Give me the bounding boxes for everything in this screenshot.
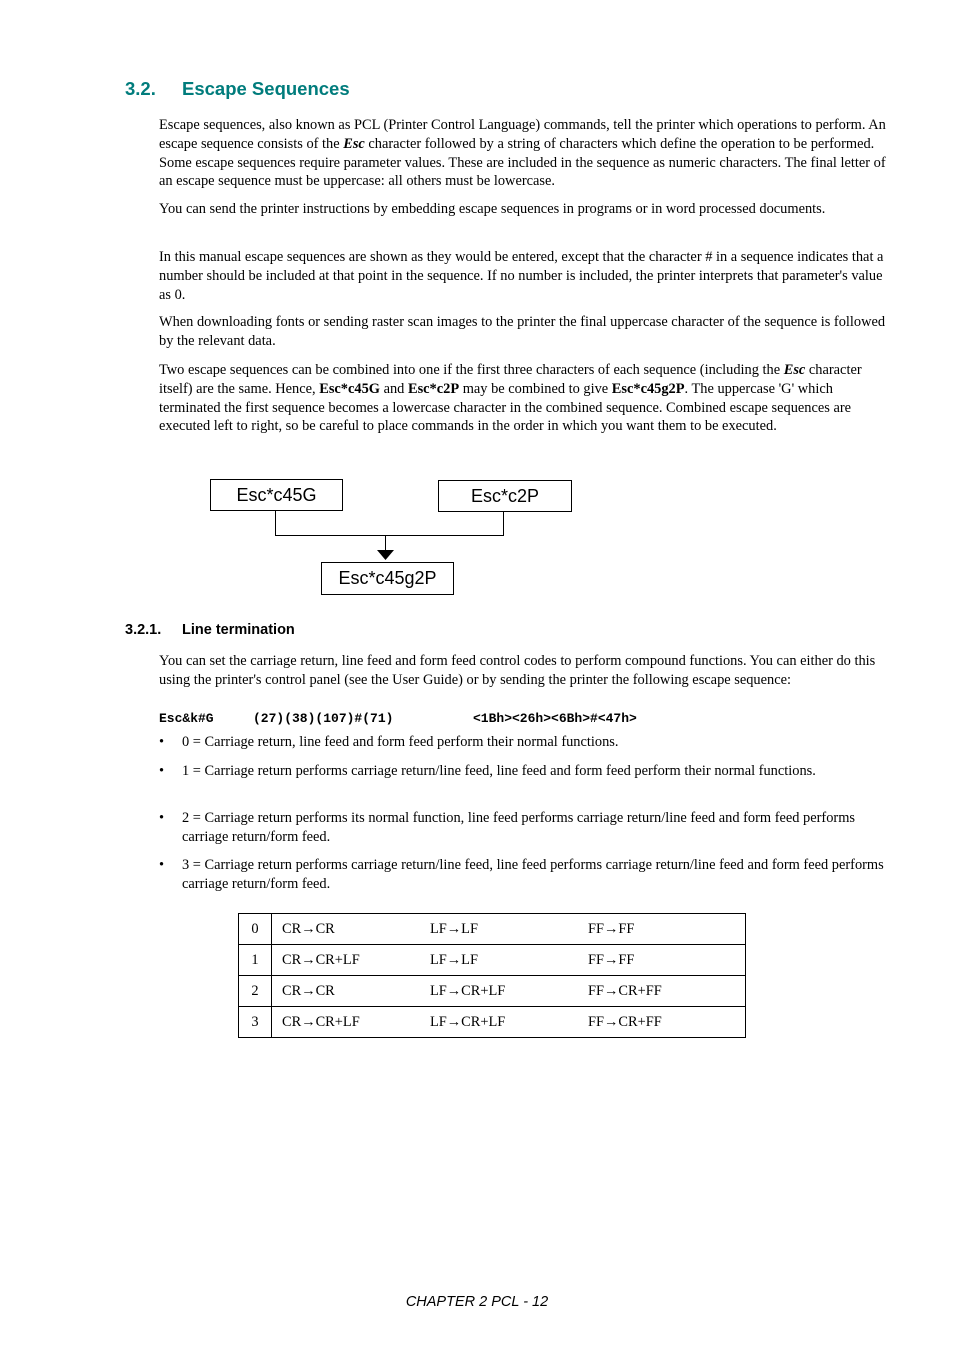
diagram-box-esc-c2p: Esc*c2P	[438, 480, 572, 512]
list-item-text: 2 = Carriage return performs its normal function, line feed performs carriage return/line feed and form feed performs carriage return/form feed.	[182, 810, 856, 845]
sequence-example-2: Esc*c2P	[407, 380, 460, 397]
bullet-icon: •	[159, 763, 165, 779]
diagram-connector	[0, 0, 954, 620]
table-row	[239, 976, 746, 1007]
table-cell-mode: 2	[239, 976, 272, 1007]
table-cell-ff: FF→FF	[588, 951, 635, 968]
subsection-heading	[125, 622, 295, 638]
connector-line	[276, 511, 504, 536]
diagram-box-esc-c45g2p: Esc*c45g2P	[321, 562, 454, 595]
table-cell-ff: FF→FF	[588, 920, 635, 937]
text-run: may be combined to give	[459, 380, 612, 397]
table-cell-cr: CR→CR+LF	[282, 1013, 360, 1030]
table-cell-lf: LF→LF	[430, 920, 478, 937]
table-row	[239, 914, 746, 945]
text-run: character itself) are the same. Hence,	[159, 362, 862, 397]
intro-paragraph-2: You can send the printer instructions by embedding escape sequences in programs or in word processed documents.	[159, 201, 826, 217]
table-cell-lf: LF→CR+LF	[430, 982, 506, 999]
diagram-box-esc-c45g: Esc*c45G	[210, 479, 343, 511]
page-footer: CHAPTER 2 PCL - 12	[405, 1294, 549, 1310]
list-item-text: 3 = Carriage return performs carriage return/line feed, line feed performs carriage return/line feed and form feed performs carriage return/form feed.	[182, 857, 884, 892]
table-cell-ff: FF→CR+FF	[588, 982, 662, 999]
line-termination-table	[238, 913, 746, 1038]
list-item-text: 1 = Carriage return performs carriage return/line feed, line feed and form feed perform their normal functions.	[182, 763, 816, 779]
intro-paragraph-4: When downloading fonts or sending raster scan images to the printer the final uppercase character of the sequence is followed by the relevant data.	[159, 314, 886, 349]
table-cell-cr: CR→CR	[282, 920, 335, 937]
text-run: Escape sequences, also known as PCL (Printer Control Language) commands, tell the printer which operations to perform. An escape sequence consists of the	[159, 117, 886, 152]
table-row	[239, 945, 746, 976]
sequence-combined: Esc*c45g2P	[611, 380, 685, 397]
code-hex: <1Bh><26h><6Bh>#<47h>	[473, 711, 637, 726]
text-run: Two escape sequences can be combined into one if the first three characters of each sequence (including the	[159, 362, 784, 378]
table-cell-mode: 0	[239, 914, 272, 945]
table-cell-cr: CR→CR+LF	[282, 951, 360, 968]
bullet-icon: •	[159, 857, 165, 873]
table-row	[239, 1007, 746, 1038]
table-cell-lf: LF→CR+LF	[430, 1013, 506, 1030]
table-cell-cr: CR→CR	[282, 982, 335, 999]
list-item-text: 0 = Carriage return, line feed and form feed perform their normal functions.	[182, 734, 619, 750]
section-number: 3.2.	[125, 78, 156, 99]
section-title: Escape Sequences	[182, 78, 350, 99]
esc-keyword: Esc	[783, 362, 806, 378]
table-cell-lf: LF→LF	[430, 951, 478, 968]
arrow-down-icon	[377, 550, 394, 560]
bullet-icon: •	[159, 810, 165, 826]
code-decimal: (27)(38)(107)#(71)	[253, 711, 394, 726]
table-cell-mode: 1	[239, 945, 272, 976]
text-run: . The uppercase 'G' which terminated the first sequence becomes a lowercase character in the combined sequence. Combined escape sequences are executed left to right, so be careful to place commands in the order in which you want them to be executed.	[159, 380, 852, 435]
text-run: character followed by a string of characters which define the operation to be performed. Some escape sequences require parameter values. These are included in the sequence as numeric characters. The final letter of an escape sequence must be uppercase: all others must be lowercase.	[159, 135, 886, 190]
esc-keyword: Esc	[343, 135, 365, 152]
line-termination-paragraph: You can set the carriage return, line feed and form feed control codes to perform compound functions. You can either do this using the printer's control panel (see the User Guide) or by sending the printer the following escape sequence:	[159, 653, 876, 688]
intro-paragraph-3: In this manual escape sequences are shown as they would be entered, except that the character # in a sequence indicates that a number should be included at that point in the sequence. If no number is included, the printer interprets that parameter's value as 0.	[159, 249, 884, 303]
subsection-title: Line termination	[182, 622, 295, 638]
table-cell-mode: 3	[239, 1007, 272, 1038]
bullet-icon: •	[159, 734, 165, 750]
code-command: Esc&k#G	[159, 711, 214, 726]
text-run: and	[379, 380, 408, 397]
sequence-example-1: Esc*c45G	[319, 380, 380, 397]
table-cell-ff: FF→CR+FF	[588, 1013, 662, 1030]
subsection-number: 3.2.1.	[125, 622, 162, 638]
